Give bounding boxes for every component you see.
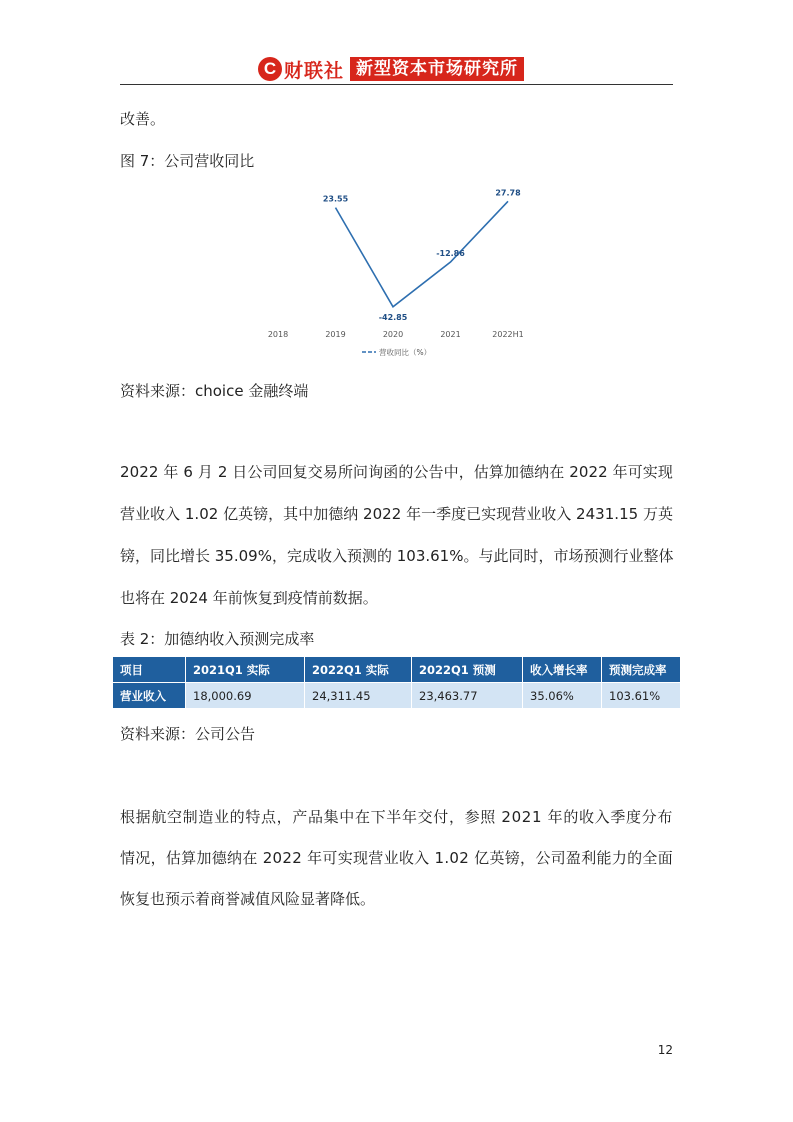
column-header: 预测完成率 bbox=[602, 657, 681, 683]
table-cell: 35.06% bbox=[523, 683, 602, 709]
column-header: 2022Q1 预测 bbox=[412, 657, 523, 683]
logo-mark: C bbox=[258, 57, 282, 81]
data-label: 23.55 bbox=[322, 194, 349, 204]
column-header: 2021Q1 实际 bbox=[186, 657, 305, 683]
table-header-row bbox=[113, 657, 681, 683]
column-header: 项目 bbox=[113, 657, 186, 683]
x-tick-label: 2020 bbox=[382, 330, 404, 339]
brand-logo bbox=[258, 56, 524, 82]
table-cell: 103.61% bbox=[602, 683, 681, 709]
table-cell: 18,000.69 bbox=[186, 683, 305, 709]
legend-label: 营收同比（%） bbox=[379, 348, 432, 357]
x-tick-label: 2021 bbox=[440, 330, 461, 339]
figure-caption: 图 7：公司营收同比 bbox=[120, 152, 255, 170]
header-rule bbox=[120, 84, 673, 85]
x-tick-label: 2019 bbox=[325, 330, 346, 339]
revenue-yoy-chart bbox=[240, 180, 560, 365]
page-number: 12 bbox=[657, 1043, 673, 1057]
paragraph-line: 恢复也预示着商誉减值风险显著降低。 bbox=[120, 890, 376, 908]
x-tick-label: 2022H1 bbox=[492, 330, 524, 339]
brand-name: 财联社 bbox=[284, 59, 345, 82]
x-tick-label: 2018 bbox=[267, 330, 289, 339]
revenue-forecast-table bbox=[113, 657, 681, 708]
institute-name: 新型资本市场研究所 bbox=[350, 57, 524, 81]
chart-canvas bbox=[240, 180, 560, 365]
column-header: 收入增长率 bbox=[523, 657, 602, 683]
paragraph-line: 也将在 2024 年前恢复到疫情前数据。 bbox=[120, 589, 378, 607]
table-cell: 23,463.77 bbox=[412, 683, 523, 709]
data-label: -12.86 bbox=[436, 249, 465, 259]
series-line bbox=[336, 201, 509, 306]
paragraph-line: 情况，估算加德纳在 2022 年可实现营业收入 1.02 亿英镑，公司盈利能力的全面 bbox=[120, 849, 673, 867]
data-label: 27.78 bbox=[495, 188, 521, 198]
table-cell: 24,311.45 bbox=[305, 683, 412, 709]
page-header bbox=[120, 52, 673, 86]
paragraph-line: 营业收入 1.02 亿英镑，其中加德纳 2022 年一季度已实现营业收入 2431.15 万英 bbox=[120, 505, 674, 523]
paragraph-line: 根据航空制造业的特点，产品集中在下半年交付，参照 2021 年的收入季度分布 bbox=[120, 808, 673, 826]
figure-source: 资料来源：choice 金融终端 bbox=[120, 382, 309, 400]
column-header: 2022Q1 实际 bbox=[305, 657, 412, 683]
paragraph-fragment: 改善。 bbox=[120, 110, 166, 128]
data-label: -42.85 bbox=[378, 312, 408, 322]
paragraph-line: 镑，同比增长 35.09%，完成收入预测的 103.61%。与此同时，市场预测行业整体 bbox=[120, 547, 674, 565]
table-cell: 营业收入 bbox=[113, 683, 186, 709]
table-row bbox=[113, 683, 681, 709]
table-caption: 表 2：加德纳收入预测完成率 bbox=[120, 630, 315, 648]
table-source: 资料来源：公司公告 bbox=[120, 725, 256, 743]
paragraph-line: 2022 年 6 月 2 日公司回复交易所问询函的公告中，估算加德纳在 2022 年可实现 bbox=[120, 463, 673, 481]
